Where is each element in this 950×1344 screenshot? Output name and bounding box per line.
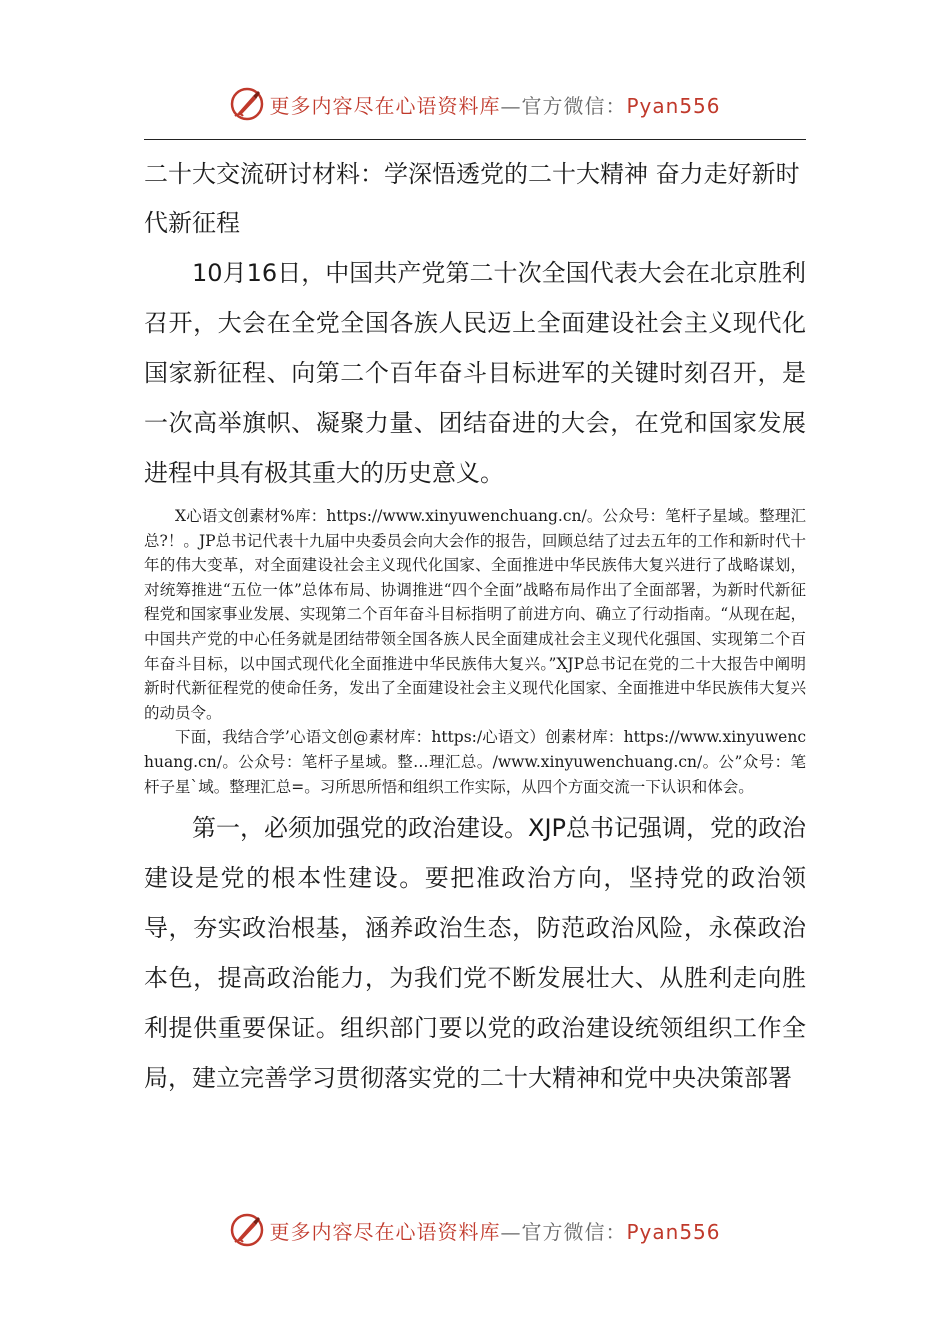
banner-main-text: 更多内容尽在心语资料库: [269, 93, 501, 118]
banner-text: [269, 1216, 720, 1245]
quill-pen-icon: [229, 86, 265, 122]
banner-official-text: —官方微信：: [500, 1219, 627, 1244]
paragraph-transition: 下面，我结合学’心语文创@素材库：https:/心语文）创素材库：https://www.xinyuwenchuang.cn/。公众号：笔杆子星域。整…理汇总。/www.xinyuwenchuang.cn/。公”众号：笔杆子星`域。整理汇总=。习所思所悟和组织工作实际，从四个方面交流一下认识和体会。: [144, 728, 806, 796]
banner-wechat-id: Pyan556: [626, 1219, 721, 1244]
header-divider: [144, 139, 806, 140]
paragraph-point-one: 第一，必须加强党的政治建设。XJP总书记强调，党的政治建设是党的根本性建设。要把准政治方向，坚持党的政治领导，夯实政治根基，涵养政治生态，防范政治风险，永葆政治本色，提高政治能力，为我们党不断发展壮大、从胜利走向胜利提供重要保证。组织部门要以党的政治建设统领组织工作全局，建立完善学习贯彻落实党的二十大精神和党中央决策部署: [144, 814, 806, 1093]
banner-main-text: 更多内容尽在心语资料库: [269, 1219, 501, 1244]
banner-wechat-id: Pyan556: [626, 93, 721, 118]
header-banner: [0, 84, 950, 124]
document-body: [144, 150, 806, 1103]
footer-banner: [0, 1210, 950, 1250]
paragraph-report-summary: X心语文创素材%库：https://www.xinyuwenchuang.cn/。公众号：笔杆子星域。整理汇总?！。JP总书记代表十九届中央委员会向大会作的报告，回顾总结了过去五年的工作和新时代十年的伟大变革，对全面建设社会主义现代化国家、全面推进中华民族伟大复兴进行了战略谋划，对统筹推进“五位一体”总体布局、协调推进“四个全面”战略布局作出了全面部署，为新时代新征程党和国家事业发展、实现第二个百年奋斗目标指明了前进方向、确立了行动指南。“从现在起，中国共产党的中心任务就是团结带领全国各族人民全面建成社会主义现代化强国、实现第二个百年奋斗目标，以中国式现代化全面推进中华民族伟大复兴。”XJP总书记在党的二十大报告中阐明新时代新征程党的使命任务，发出了全面建设社会主义现代化国家、全面推进中华民族伟大复兴的动员令。: [144, 507, 806, 722]
quill-pen-icon: [229, 1212, 265, 1248]
banner-official-text: —官方微信：: [500, 93, 627, 118]
banner-text: [269, 90, 720, 119]
paragraph-intro: 10月16日，中国共产党第二十次全国代表大会在北京胜利召开，大会在全党全国各族人民迈上全面建设社会主义现代化国家新征程、向第二个百年奋斗目标进军的关键时刻召开，是一次高举旗帜、凝聚力量、团结奋进的大会，在党和国家发展进程中具有极其重大的历史意义。: [144, 259, 806, 487]
document-title: 二十大交流研讨材料：学深悟透党的二十大精神 奋力走好新时代新征程: [144, 160, 800, 237]
